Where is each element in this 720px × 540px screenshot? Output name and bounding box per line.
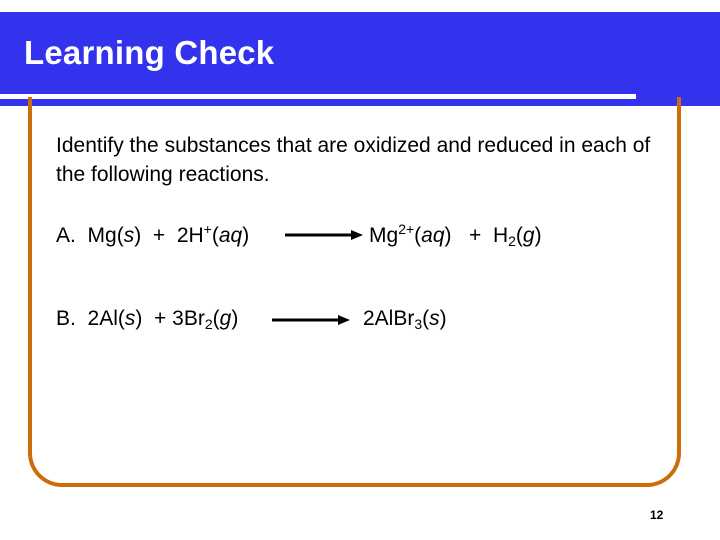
reaction-arrow-a bbox=[285, 228, 365, 242]
reaction-label: B. bbox=[56, 307, 76, 330]
reaction-b-products: 2AlBr$_3$(s) bbox=[363, 307, 447, 332]
reaction-b-reactants: B. $2Al(s) + 3Br_2(g)$ bbox=[56, 307, 239, 332]
reaction-label: A. bbox=[56, 224, 76, 247]
question-prompt: Identify the substances that are oxidized and reduced in each of the following reactions. bbox=[56, 134, 651, 186]
reaction-a-products: $Mg^{2+}(aq) + H_2(g)$ bbox=[369, 221, 542, 249]
reaction-a-reactants: A. Mg(s) + 2H+(aq) bbox=[56, 221, 250, 247]
reaction-arrow-b bbox=[272, 313, 352, 327]
page-number: 12 bbox=[650, 508, 664, 522]
slide-title: Learning Check bbox=[24, 34, 275, 71]
